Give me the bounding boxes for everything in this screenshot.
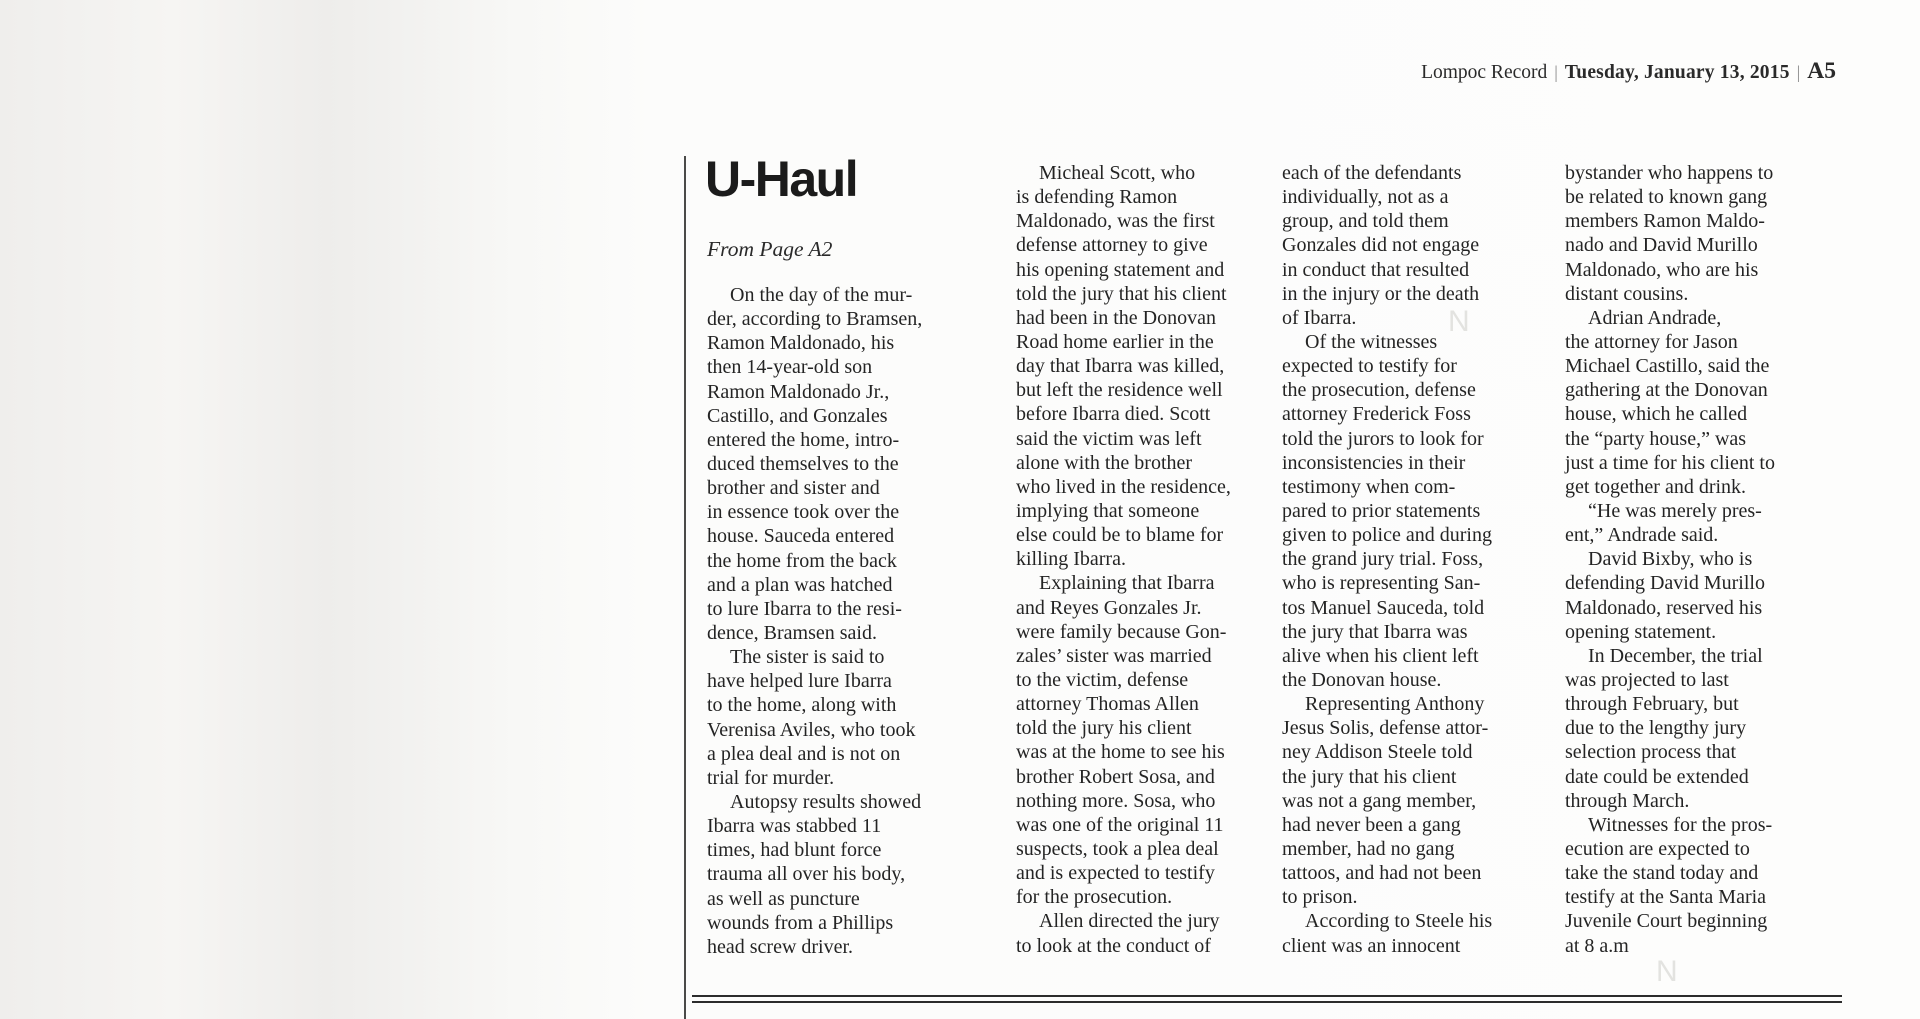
text-line: wounds from a Phillips <box>707 911 894 934</box>
text-line: who lived in the residence, <box>1016 475 1231 498</box>
text-line: be related to known gang <box>1565 186 1768 209</box>
text-line: brother Robert Sosa, and <box>1016 765 1215 788</box>
text-line: else could be to blame for <box>1016 524 1224 547</box>
text-line: pared to prior statements <box>1282 499 1481 522</box>
text-line: through February, but <box>1565 693 1739 716</box>
text-line: the jury that his client <box>1282 765 1457 788</box>
paragraph <box>1565 306 1827 499</box>
text-line: Gonzales did not engage <box>1282 234 1480 257</box>
masthead-separator: | <box>1796 62 1801 82</box>
text-line: to look at the conduct of <box>1016 934 1211 957</box>
paragraph <box>1282 330 1544 692</box>
text-line: Juvenile Court beginning <box>1565 910 1768 933</box>
text-line: Autopsy results showed <box>730 790 922 813</box>
article-column-1 <box>707 283 969 959</box>
text-line: through March. <box>1565 789 1690 812</box>
text-line: house, which he called <box>1565 403 1748 426</box>
text-line: and a plan was hatched <box>707 573 893 596</box>
article-column-2 <box>1016 161 1278 958</box>
text-line: ecution are expected to <box>1565 837 1750 860</box>
text-line: “He was merely pres- <box>1588 499 1762 522</box>
text-line: der, according to Bramsen, <box>707 308 923 331</box>
paragraph <box>707 645 969 790</box>
text-line: testify at the Santa Maria <box>1565 886 1767 909</box>
text-line: Jesus Solis, defense attor- <box>1282 717 1489 740</box>
text-line: Michael Castillo, said the <box>1565 355 1770 378</box>
text-line: the attorney for Jason <box>1565 330 1738 353</box>
text-line: said the victim was left <box>1016 427 1202 450</box>
text-line: the “party house,” was <box>1565 427 1747 450</box>
article-column-3 <box>1282 161 1544 958</box>
publication-name: Lompoc Record <box>1421 62 1548 83</box>
text-line: implying that someone <box>1016 499 1200 522</box>
paragraph <box>1282 909 1544 957</box>
text-line: was projected to last <box>1565 668 1729 691</box>
text-line: On the day of the mur- <box>730 284 913 306</box>
text-line: due to the lengthy jury <box>1565 717 1747 740</box>
text-line: the jury that Ibarra was <box>1282 620 1468 643</box>
text-line: in essence took over the <box>707 501 900 524</box>
page-number: A5 <box>1807 58 1836 84</box>
article-headline: U-Haul <box>705 151 858 207</box>
paragraph <box>1565 161 1827 306</box>
text-line: suspects, took a plea deal <box>1016 837 1219 860</box>
article-column-4 <box>1565 161 1827 958</box>
text-line: ney Addison Steele told <box>1282 741 1473 764</box>
text-line: attorney Frederick Foss <box>1282 403 1471 426</box>
text-line: individually, not as a <box>1282 186 1449 209</box>
text-line: the Donovan house. <box>1282 668 1442 691</box>
text-line: told the jury his client <box>1016 717 1192 740</box>
text-line: bystander who happens to <box>1565 162 1774 184</box>
text-line: day that Ibarra was killed, <box>1016 355 1225 378</box>
text-line: Allen directed the jury <box>1039 910 1220 933</box>
text-line: member, had no gang <box>1282 837 1455 860</box>
text-line: tattoos, and had not been <box>1282 862 1482 885</box>
text-line: date could be extended <box>1565 765 1749 788</box>
text-line: duced themselves to the <box>707 452 899 475</box>
paragraph <box>1282 161 1544 330</box>
text-line: the prosecution, defense <box>1282 379 1476 402</box>
text-line: each of the defendants <box>1282 162 1462 184</box>
text-line: and is expected to testify <box>1016 862 1215 885</box>
text-line: alive when his client left <box>1282 644 1479 667</box>
text-line: in the injury or the death <box>1282 282 1480 305</box>
text-line: In December, the trial <box>1588 644 1763 667</box>
text-line: as well as puncture <box>707 887 860 910</box>
text-line: Witnesses for the pros- <box>1588 813 1773 836</box>
text-line: nado and David Murillo <box>1565 234 1758 257</box>
text-line: selection process that <box>1565 741 1737 764</box>
text-line: dence, Bramsen said. <box>707 621 877 644</box>
text-line: defending David Murillo <box>1565 572 1765 595</box>
text-line: had been in the Donovan <box>1016 306 1216 329</box>
text-line: to prison. <box>1282 886 1358 909</box>
text-line: nothing more. Sosa, who <box>1016 789 1216 812</box>
text-line: had never been a gang <box>1282 813 1461 836</box>
text-line: for the prosecution. <box>1016 886 1173 909</box>
bottom-double-rule <box>692 995 1842 1003</box>
text-line: Castillo, and Gonzales <box>707 404 888 427</box>
text-line: opening statement. <box>1565 620 1717 643</box>
text-line: client was an innocent <box>1282 934 1461 957</box>
text-line: given to police and during <box>1282 524 1492 547</box>
text-line: Of the witnesses <box>1305 330 1438 353</box>
text-line: his opening statement and <box>1016 258 1225 281</box>
text-line: the grand jury trial. Foss, <box>1282 548 1484 571</box>
column-divider-rule <box>684 156 686 1019</box>
text-line: and Reyes Gonzales Jr. <box>1016 596 1202 619</box>
text-line: to the victim, defense <box>1016 668 1189 691</box>
text-line: brother and sister and <box>707 477 880 500</box>
paragraph <box>1565 547 1827 644</box>
text-line: group, and told them <box>1282 210 1449 233</box>
text-line: Ramon Maldonado, his <box>707 332 895 355</box>
text-line: distant cousins. <box>1565 282 1689 305</box>
paragraph <box>1016 571 1278 909</box>
text-line: gathering at the Donovan <box>1565 379 1768 402</box>
text-line: entered the home, intro- <box>707 428 900 451</box>
text-line: have helped lure Ibarra <box>707 670 892 693</box>
text-line: defense attorney to give <box>1016 234 1208 257</box>
text-line: Verenisa Aviles, who took <box>707 718 916 741</box>
text-line: just a time for his client to <box>1565 451 1775 474</box>
text-line: members Ramon Maldo- <box>1565 210 1765 233</box>
text-line: Maldonado, who are his <box>1565 258 1759 281</box>
text-line: Maldonado, was the first <box>1016 210 1215 233</box>
continuation-note: From Page A2 <box>707 237 833 261</box>
text-line: Explaining that Ibarra <box>1039 572 1215 595</box>
text-line: was one of the original 11 <box>1016 813 1224 836</box>
paragraph <box>1016 161 1278 571</box>
text-line: was not a gang member, <box>1282 789 1477 812</box>
text-line: trial for murder. <box>707 766 835 789</box>
masthead-date: Tuesday, January 13, 2015 <box>1564 62 1790 83</box>
paragraph <box>1282 692 1544 909</box>
text-line: tos Manuel Sauceda, told <box>1282 596 1485 619</box>
text-line: Road home earlier in the <box>1016 330 1214 353</box>
masthead <box>1421 58 1836 86</box>
paragraph <box>1565 499 1827 547</box>
text-line: alone with the brother <box>1016 451 1193 474</box>
scan-watermark: N <box>1656 955 1678 988</box>
text-line: expected to testify for <box>1282 355 1457 378</box>
text-line: to the home, along with <box>707 694 897 717</box>
paragraph <box>707 283 969 645</box>
text-line: zales’ sister was married <box>1016 644 1212 667</box>
text-line: told the jury that his client <box>1016 282 1227 305</box>
text-line: Adrian Andrade, <box>1588 306 1722 329</box>
text-line: trauma all over his body, <box>707 863 906 886</box>
text-line: Representing Anthony <box>1305 693 1485 716</box>
text-line: but left the residence well <box>1016 379 1223 402</box>
text-line: times, had blunt force <box>707 839 882 862</box>
text-line: killing Ibarra. <box>1016 548 1126 571</box>
text-line: According to Steele his <box>1305 910 1493 933</box>
text-line: take the stand today and <box>1565 862 1759 885</box>
text-line: head screw driver. <box>707 935 854 958</box>
text-line: get together and drink. <box>1565 475 1747 498</box>
text-line: Ibarra was stabbed 11 <box>707 815 882 838</box>
text-line: Micheal Scott, who <box>1039 162 1196 184</box>
text-line: is defending Ramon <box>1016 186 1178 209</box>
text-line: was at the home to see his <box>1016 741 1225 764</box>
text-line: attorney Thomas Allen <box>1016 693 1199 716</box>
text-line: were family because Gon- <box>1016 620 1227 643</box>
text-line: inconsistencies in their <box>1282 451 1466 474</box>
paragraph <box>1565 644 1827 813</box>
text-line: in conduct that resulted <box>1282 258 1470 281</box>
text-line: David Bixby, who is <box>1588 548 1753 571</box>
text-line: before Ibarra died. Scott <box>1016 403 1211 426</box>
text-line: Ramon Maldonado Jr., <box>707 380 890 403</box>
text-line: house. Sauceda entered <box>707 525 895 548</box>
paragraph <box>1016 909 1278 957</box>
text-line: The sister is said to <box>730 646 885 669</box>
text-line: then 14-year-old son <box>707 356 873 379</box>
text-line: a plea deal and is not on <box>707 742 901 765</box>
text-line: testimony when com- <box>1282 475 1456 498</box>
paragraph <box>1565 813 1827 958</box>
paragraph <box>707 790 969 959</box>
scan-watermark: N <box>1448 305 1470 338</box>
text-line: to lure Ibarra to the resi- <box>707 597 902 620</box>
text-line: told the jurors to look for <box>1282 427 1484 450</box>
text-line: the home from the back <box>707 549 897 572</box>
text-line: ent,” Andrade said. <box>1565 524 1719 547</box>
text-line: at 8 a.m <box>1565 934 1629 957</box>
text-line: who is representing San- <box>1282 572 1481 595</box>
text-line: of Ibarra. <box>1282 306 1357 329</box>
masthead-separator: | <box>1554 62 1558 82</box>
text-line: Maldonado, reserved his <box>1565 596 1763 619</box>
